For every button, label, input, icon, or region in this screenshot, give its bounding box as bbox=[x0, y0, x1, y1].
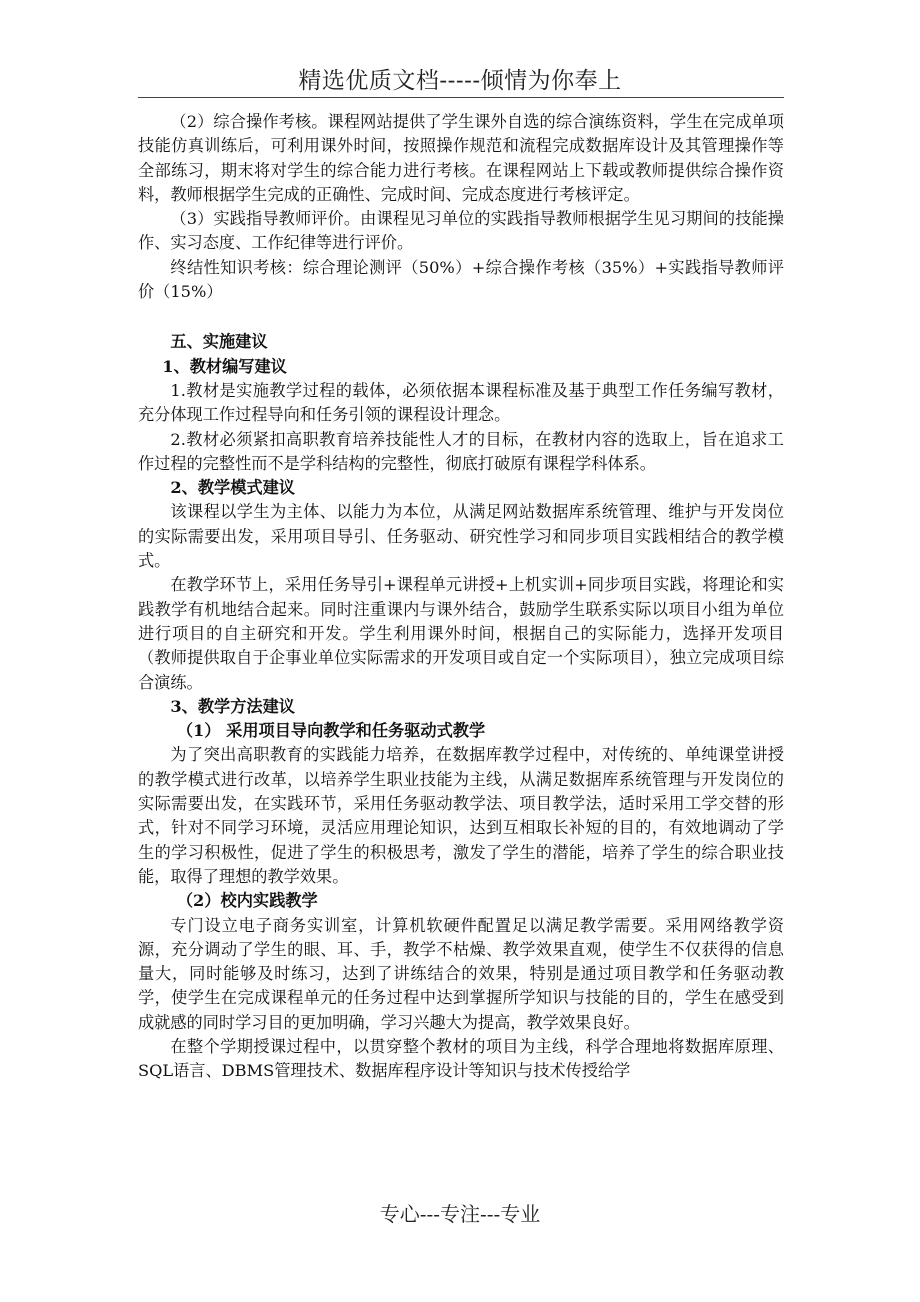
subheading-project-driven: （1） 采用项目导向教学和任务驱动式教学 bbox=[176, 721, 486, 741]
paragraph-final-assessment: 终结性知识考核：综合理论测评（50%）+综合操作考核（35%）+实践指导教师评价（15%） bbox=[138, 257, 784, 302]
section-heading-implementation: 五、实施建议 bbox=[170, 332, 268, 352]
subheading-teaching-mode: 2、教学模式建议 bbox=[170, 478, 295, 498]
paragraph-project-driven: 为了突出高职教育的实践能力培养，在数据库教学过程中，对传统的、单纯课堂讲授的教学模式进行改革，以培养学生职业技能为主线，从满足数据库系统管理与开发岗位的实际需要出发，在实践环节，采用任务驱动教学法、项目教学法，适时采用工学交替的形式，针对不同学习环境，灵活应用理论知识，达到互相取长补短的目的，有效地调动了学生的学习积极性，促进了学生的积极思考，激发了学生的潜能，培养了学生的综合职业技能，取得了理想的教学效果。 bbox=[138, 745, 784, 886]
paragraph-textbook-1: 1.教材是实施教学过程的载体，必须依据本课程标准及基于典型工作任务编写教材，充分体现工作过程导向和任务引领的课程设计理念。 bbox=[138, 380, 784, 425]
subheading-textbook: 1、教材编写建议 bbox=[162, 356, 287, 376]
paragraph-textbook-2: 2.教材必须紧扣高职教育培养技能性人才的目标，在教材内容的选取上，旨在追求工作过程的完整性而不是学科结构的完整性，彻底打破原有课程学科体系。 bbox=[138, 429, 784, 473]
subheading-campus-practice: （2）校内实践教学 bbox=[176, 891, 318, 911]
paragraph-campus-practice: 专门设立电子商务实训室，计算机软硬件配置足以满足教学需要。采用网络教学资源，充分调动了学生的眼、耳、手，教学不枯燥、教学效果直观，使学生不仅获得的信息量大，同时能够及时练习，达到了讲练结合的效果，特别是通过项目教学和任务驱动教学，使学生在完成课程单元的任务过程中达到掌握所学知识与技能的目的，学生在感受到成就感的同时学习目的更加明确，学习兴趣大为提高，教学效果良好。 bbox=[138, 915, 784, 1032]
paragraph-semester-teaching: 在整个学期授课过程中，以贯穿整个教材的项目为主线，科学合理地将数据库原理、SQL语言、DBMS管理技术、数据库程序设计等知识与技术传授给学 bbox=[138, 1036, 784, 1081]
subheading-teaching-method: 3、教学方法建议 bbox=[170, 696, 295, 716]
spacer bbox=[138, 304, 784, 330]
header-divider bbox=[138, 97, 784, 98]
paragraph-assessment-2: （2）综合操作考核。课程网站提供了学生课外自选的综合演练资料，学生在完成单项技能仿真训练后，可利用课外时间，按照操作规范和流程完成数据库设计及其管理操作等全部练习，期末将对学生的综合能力进行考核。在课程网站上下载或教师提供综合操作资料，教师根据学生完成的正确性、完成时间、完成态度进行考核评定。 bbox=[138, 112, 784, 204]
page-header: 精选优质文档-----倾情为你奉上 bbox=[298, 68, 622, 94]
paragraph-teaching-mode-2: 在教学环节上，采用任务导引+课程单元讲授+上机实训+同步项目实践，将理论和实践教学有机地结合起来。同时注重课内与课外结合，鼓励学生联系实际以项目小组为单位进行项目的自主研究和开发。学生利用课外时间，根据自己的实际能力，选择开发项目（教师提供取自于企事业单位实际需求的开发项目或自定一个实际项目），独立完成项目综合演练。 bbox=[138, 575, 784, 692]
paragraph-assessment-3: （3）实践指导教师评价。由课程见习单位的实践指导教师根据学生见习期间的技能操作、实习态度、工作纪律等进行评价。 bbox=[138, 209, 784, 253]
page-footer: 专心---专注---专业 bbox=[379, 1202, 541, 1226]
paragraph-teaching-mode-1: 该课程以学生为主体、以能力为本位，从满足网站数据库系统管理、维护与开发岗位的实际需要出发，采用项目导引、任务驱动、研究性学习和同步项目实践相结合的教学模式。 bbox=[138, 502, 784, 571]
document-body bbox=[138, 110, 784, 1084]
